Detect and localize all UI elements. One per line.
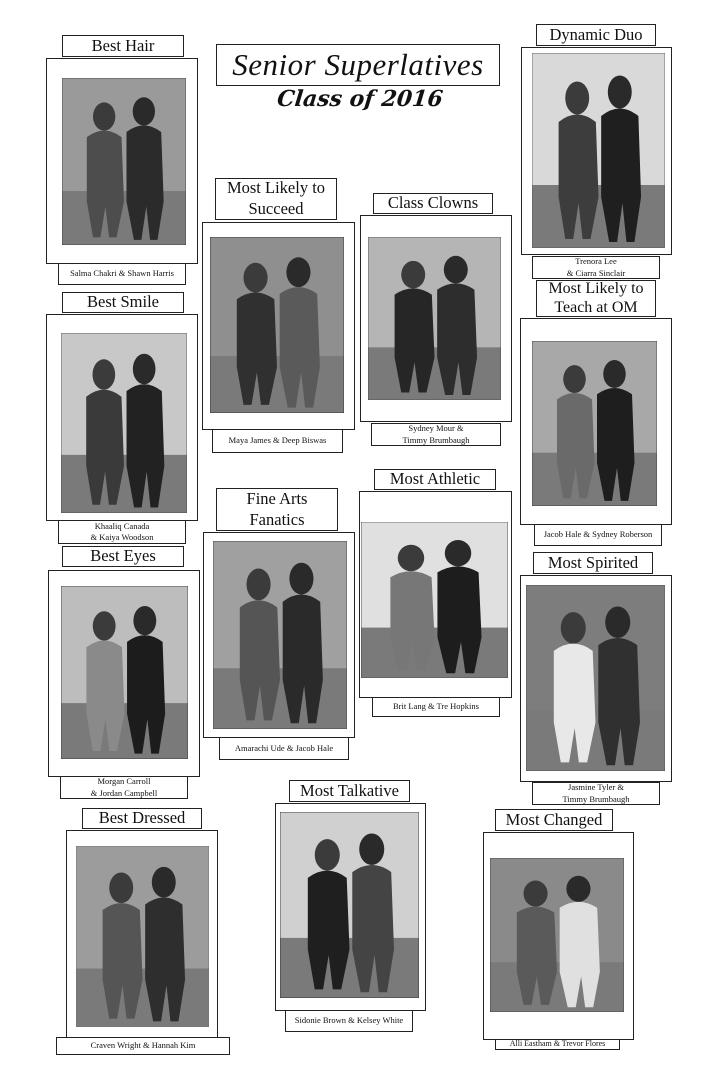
photo-best-hair [62, 78, 186, 245]
page-subtitle: Class of 2016 [275, 86, 445, 112]
photo-image [490, 858, 624, 1012]
award-names-most-likely-teach: Jacob Hale & Sydney Roberson [534, 524, 662, 546]
photo-best-smile [61, 333, 187, 513]
photo-image [532, 341, 657, 506]
photo-image [280, 812, 419, 998]
photo-image [361, 522, 508, 678]
photo-image [210, 237, 344, 413]
award-names-most-talkative: Sidonie Brown & Kelsey White [285, 1010, 413, 1032]
photo-best-dressed [76, 846, 209, 1027]
award-title-class-clowns: Class Clowns [373, 193, 493, 214]
award-title-most-likely-teach: Most Likely to Teach at OM [536, 280, 656, 317]
award-names-best-dressed: Craven Wright & Hannah Kim [56, 1037, 230, 1055]
photo-most-spirited [526, 585, 665, 771]
award-names-best-hair: Salma Chakri & Shawn Harris [58, 263, 186, 285]
photo-most-likely-succeed [210, 237, 344, 413]
award-names-dynamic-duo: Trenora Lee & Ciarra Sinclair [532, 256, 660, 279]
award-names-most-athletic: Brit Lang & Tre Hopkins [372, 697, 500, 717]
award-title-fine-arts: Fine Arts Fanatics [216, 488, 338, 531]
photo-image [62, 78, 186, 245]
award-title-most-changed: Most Changed [495, 809, 613, 831]
award-title-most-spirited: Most Spirited [533, 552, 653, 574]
award-names-class-clowns: Sydney Mour & Timmy Brumbaugh [371, 423, 501, 446]
photo-image [61, 586, 188, 759]
photo-image [213, 541, 347, 729]
photo-most-likely-teach [532, 341, 657, 506]
photo-class-clowns [368, 237, 501, 400]
award-names-most-changed: Alli Eastham & Trevor Flores [495, 1039, 620, 1050]
award-title-best-dressed: Best Dressed [82, 808, 202, 829]
photo-image [526, 585, 665, 771]
award-title-dynamic-duo: Dynamic Duo [536, 24, 656, 46]
award-names-most-likely-succeed: Maya James & Deep Biswas [212, 429, 343, 453]
photo-image [368, 237, 501, 400]
award-names-fine-arts: Amarachi Ude & Jacob Hale [219, 737, 349, 760]
award-title-best-hair: Best Hair [62, 35, 184, 57]
award-title-best-smile: Best Smile [62, 292, 184, 313]
award-title-most-talkative: Most Talkative [289, 780, 410, 802]
page-title: Senior Superlatives [216, 44, 500, 86]
award-names-best-eyes: Morgan Carroll & Jordan Campbell [60, 776, 188, 799]
photo-image [532, 53, 665, 248]
photo-most-changed [490, 858, 624, 1012]
photo-most-talkative [280, 812, 419, 998]
award-names-most-spirited: Jasmine Tyler & Timmy Brumbaugh [532, 782, 660, 805]
photo-most-athletic [361, 522, 508, 678]
award-names-best-smile: Khaaliq Canada & Kaiya Woodson [58, 520, 186, 544]
award-title-best-eyes: Best Eyes [62, 546, 184, 567]
photo-image [76, 846, 209, 1027]
photo-best-eyes [61, 586, 188, 759]
photo-dynamic-duo [532, 53, 665, 248]
award-title-most-athletic: Most Athletic [374, 469, 496, 490]
photo-fine-arts [213, 541, 347, 729]
award-title-most-likely-succeed: Most Likely to Succeed [215, 178, 337, 220]
photo-image [61, 333, 187, 513]
